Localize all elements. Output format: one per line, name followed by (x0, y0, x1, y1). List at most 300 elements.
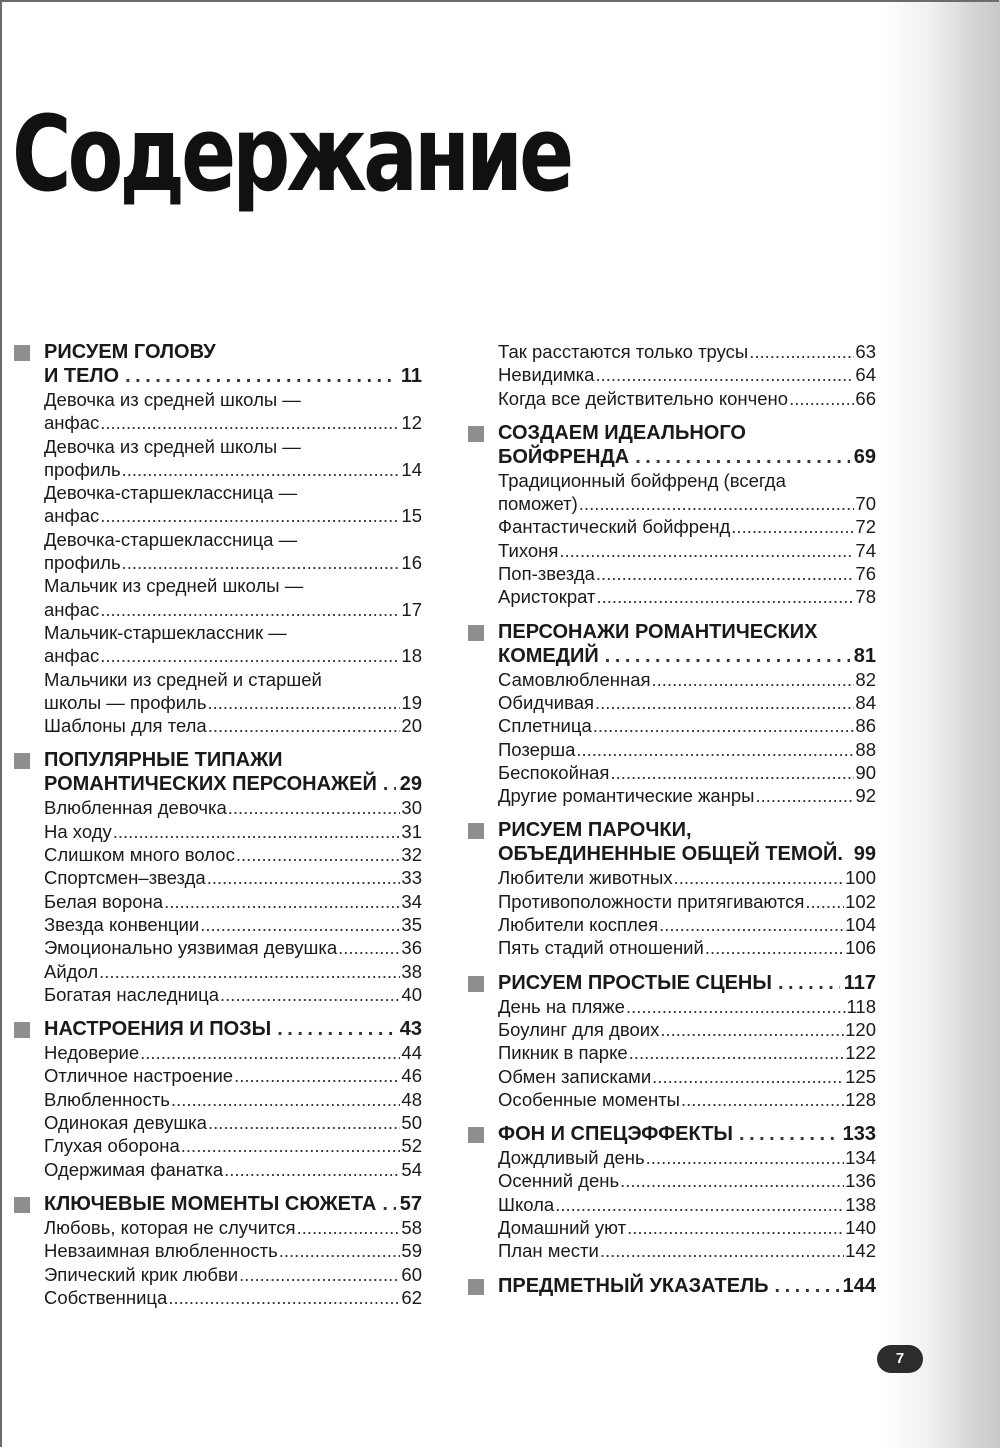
toc-entry-text: Девочка из средней школы — (44, 435, 301, 457)
toc-entry-line (498, 691, 876, 714)
section-page-number: 29 (399, 773, 422, 796)
toc-entry-page-number: 74 (855, 539, 876, 561)
section-heading-text: БОЙФРЕНДА (498, 445, 630, 468)
toc-entry-page-number: 32 (401, 844, 422, 866)
toc-entry-page-number: 118 (846, 995, 876, 1017)
toc-entry-line (44, 820, 422, 843)
toc-entry-page-number: 38 (401, 960, 422, 982)
toc-entry-page-number: 70 (855, 493, 876, 515)
toc-entry-text: Любители косплея (498, 914, 659, 936)
section-heading[interactable] (468, 971, 876, 995)
section-heading-line (498, 445, 876, 469)
section-heading-line (498, 818, 876, 842)
toc-entry-text: Пять стадий отношений (498, 937, 704, 959)
toc-entry[interactable] (468, 1146, 876, 1169)
toc-entry[interactable] (14, 843, 422, 866)
section-heading-line (498, 421, 876, 445)
toc-entry[interactable] (468, 714, 876, 737)
dot-leader (775, 1274, 839, 1298)
dot-leader (778, 971, 840, 995)
toc-entry-page-number: 16 (401, 552, 422, 574)
section-heading[interactable] (14, 1192, 422, 1216)
section-heading-line (498, 644, 876, 668)
dot-leader (605, 644, 850, 668)
toc-entry[interactable] (468, 1065, 876, 1088)
toc-entry-line (498, 1193, 876, 1216)
toc-entry[interactable] (14, 983, 422, 1006)
toc-entry-page-number: 19 (401, 691, 422, 713)
toc-entry-line (44, 668, 422, 691)
section-heading-text: РИСУЕМ ПРОСТЫЕ СЦЕНЫ (498, 971, 772, 994)
dot-leader (627, 1216, 844, 1239)
section-heading-line (44, 1017, 422, 1041)
toc-entry[interactable] (14, 890, 422, 913)
toc-entry-line (498, 1216, 876, 1239)
toc-entry[interactable] (468, 995, 876, 1018)
toc-entry-line (44, 1286, 422, 1309)
section-heading[interactable] (14, 748, 422, 796)
dot-leader (234, 1064, 400, 1087)
section-heading-text: ПРЕДМЕТНЫЙ УКАЗАТЕЛЬ (498, 1274, 769, 1297)
toc-entry-text: Одинокая девушка (44, 1112, 207, 1134)
toc-entry-text: На ходу (44, 820, 112, 842)
dot-leader (626, 995, 846, 1018)
toc-entry-text: Дождливый день (498, 1147, 645, 1169)
dot-leader (600, 1239, 844, 1262)
toc-entry-text: Айдол (44, 960, 99, 982)
toc-entry[interactable] (14, 1216, 422, 1239)
toc-entry-text: Девочка-старшеклассница — (44, 482, 298, 504)
toc-entry-text: Так расстаются только трусы (498, 341, 749, 362)
section-heading-text: РОМАНТИЧЕСКИХ ПЕРСОНАЖЕЙ (44, 773, 377, 796)
toc-entry-line (498, 1088, 876, 1111)
toc-entry-text: Отличное настроение (44, 1065, 234, 1087)
toc-entry-line (44, 1111, 422, 1134)
dot-leader (659, 913, 844, 936)
toc-section (468, 1274, 876, 1298)
dot-leader (596, 562, 855, 585)
toc-entry-text: Спортсмен–звезда (44, 867, 206, 889)
dot-leader (674, 866, 845, 889)
dot-leader (579, 492, 855, 515)
section-page-number: 57 (399, 1192, 422, 1215)
section-heading-text: КЛЮЧЕВЫЕ МОМЕНТЫ СЮЖЕТА (44, 1192, 377, 1215)
toc-section (14, 340, 422, 737)
section-page-number: 117 (843, 971, 876, 994)
toc-entry[interactable] (468, 340, 876, 363)
toc-entry-text: Одержимая фанатка (44, 1158, 224, 1180)
dot-leader (100, 411, 400, 434)
toc-entry-line (498, 738, 876, 761)
toc-entry-text: Когда все действительно кончено (498, 387, 789, 409)
toc-entry-text: профиль (44, 552, 121, 574)
dot-leader (731, 515, 854, 538)
toc-entry-line (44, 936, 422, 959)
toc-entry-text: Белая ворона (44, 890, 164, 912)
section-heading[interactable] (468, 818, 876, 866)
toc-entry-line (498, 1146, 876, 1169)
toc-entry-text: Поп-звезда (498, 563, 595, 585)
toc-entry-text: анфас (44, 645, 100, 667)
toc-entry-line (44, 1263, 422, 1286)
toc-entry[interactable] (468, 562, 876, 585)
toc-entry-line (498, 562, 876, 585)
toc-entry-line (44, 551, 422, 574)
toc-entry-line (44, 1088, 422, 1111)
toc-entry[interactable] (14, 668, 422, 715)
dot-leader (100, 644, 400, 667)
section-heading-text: КОМЕДИЙ (498, 644, 599, 667)
dot-leader (207, 866, 401, 889)
toc-entry[interactable] (468, 387, 876, 410)
toc-entry-text: Эмоционально уязвимая девушка (44, 937, 338, 959)
toc-entry-line (44, 528, 422, 551)
toc-entry-line (498, 363, 876, 386)
toc-entry[interactable] (468, 1169, 876, 1192)
toc-entry-text: Противоположности притягиваются (498, 890, 805, 912)
toc-entry-line (44, 574, 422, 597)
toc-entry[interactable] (14, 714, 422, 737)
toc-entry-page-number: 58 (401, 1216, 422, 1238)
section-heading-text: РИСУЕМ ПАРОЧКИ, (498, 819, 692, 842)
dot-leader (635, 445, 850, 469)
toc-entry[interactable] (14, 574, 422, 621)
toc-entry-text: Эпический крик любви (44, 1263, 239, 1285)
toc-entry-text: Домашний уют (498, 1217, 627, 1239)
toc-entry-text: Мальчики из средней и старшей (44, 668, 322, 690)
dot-leader (168, 1286, 400, 1309)
section-heading-text: РИСУЕМ ГОЛОВУ (44, 341, 216, 363)
toc-entry-page-number: 92 (855, 785, 876, 807)
toc-entry-line (498, 761, 876, 784)
section-heading-line (498, 842, 876, 866)
page-title: Содержание (12, 93, 571, 215)
toc-entry[interactable] (468, 890, 876, 913)
dot-leader (236, 843, 401, 866)
toc-entry-text: Девочка из средней школы — (44, 389, 301, 410)
toc-entry-page-number: 20 (401, 715, 422, 737)
section-page-number: 69 (853, 445, 876, 468)
dot-leader (620, 1169, 844, 1192)
dot-leader (705, 936, 844, 959)
toc-entry-text: Сплетница (498, 715, 592, 737)
dot-leader (681, 1088, 844, 1111)
toc-entry[interactable] (468, 469, 876, 516)
toc-entry-text: Любители животных (498, 867, 673, 889)
toc-entry[interactable] (14, 820, 422, 843)
dot-leader (595, 691, 854, 714)
square-bullet-icon (14, 1022, 30, 1038)
toc-entry-line (44, 644, 422, 667)
dot-leader (140, 1041, 400, 1064)
toc-entry-page-number: 35 (401, 913, 422, 935)
dot-leader (849, 842, 850, 866)
dot-leader (576, 738, 854, 761)
toc-entry-text: Шаблоны для тела (44, 715, 207, 737)
toc-entry-line (44, 714, 422, 737)
toc-entry-page-number: 86 (855, 715, 876, 737)
toc-entry[interactable] (14, 960, 422, 983)
toc-entry-line (44, 504, 422, 527)
toc-entry-line (498, 668, 876, 691)
toc-entry[interactable] (14, 388, 422, 435)
toc-entry[interactable] (468, 1239, 876, 1262)
toc-entry-line (44, 691, 422, 714)
toc-entry-line (498, 913, 876, 936)
toc-entry[interactable] (468, 1193, 876, 1216)
toc-entry-line (498, 1065, 876, 1088)
section-heading[interactable] (468, 620, 876, 668)
dot-leader (383, 772, 396, 796)
toc-entry-text: анфас (44, 505, 100, 527)
toc-section (468, 421, 876, 609)
section-heading[interactable] (468, 1274, 876, 1298)
toc-entry-page-number: 142 (845, 1240, 876, 1262)
toc-entry-page-number: 66 (855, 387, 876, 409)
toc-entry[interactable] (468, 784, 876, 807)
toc-entry-page-number: 78 (855, 586, 876, 608)
toc-entry-page-number: 12 (401, 412, 422, 434)
toc-entry-line (498, 1239, 876, 1262)
toc-entry[interactable] (468, 515, 876, 538)
toc-entry[interactable] (468, 1088, 876, 1111)
toc-entry-line (44, 1216, 422, 1239)
toc-entry-text: Осенний день (498, 1170, 620, 1192)
toc-section (468, 340, 876, 410)
toc-entry[interactable] (14, 1134, 422, 1157)
toc-entry-page-number: 36 (401, 937, 422, 959)
dot-leader (164, 890, 400, 913)
dot-leader (593, 714, 855, 737)
toc-entry-text: Звезда конвенции (44, 913, 200, 935)
toc-entry-page-number: 15 (401, 505, 422, 527)
toc-section (468, 1122, 876, 1262)
toc-entry-page-number: 106 (845, 937, 876, 959)
section-heading-line (44, 772, 422, 796)
dot-leader (660, 1018, 844, 1041)
section-heading-text: ПЕРСОНАЖИ РОМАНТИЧЕСКИХ (498, 620, 818, 643)
toc-entry[interactable] (14, 528, 422, 575)
toc-entry[interactable] (468, 539, 876, 562)
toc-entry-page-number: 140 (845, 1217, 876, 1239)
section-heading-line (498, 971, 876, 995)
toc-entry-line (44, 598, 422, 621)
dot-leader (277, 1017, 396, 1041)
dot-leader (555, 1193, 844, 1216)
toc-entry[interactable] (14, 1263, 422, 1286)
toc-entry-text: Собственница (44, 1286, 168, 1308)
toc-entry-text: Мальчик-старшеклассник — (44, 621, 287, 643)
toc-entry-line (498, 387, 876, 410)
square-bullet-icon (468, 1279, 484, 1295)
toc-entry[interactable] (468, 585, 876, 608)
toc-entry-line (498, 340, 876, 363)
toc-entry-page-number: 64 (855, 364, 876, 386)
toc-entry[interactable] (468, 866, 876, 889)
toc-entry[interactable] (468, 1018, 876, 1041)
toc-entry[interactable] (468, 1041, 876, 1064)
square-bullet-icon (468, 976, 484, 992)
section-heading-text: ОБЪЕДИНЕННЫЕ ОБЩЕЙ ТЕМОЙ. (498, 843, 843, 866)
toc-entry[interactable] (14, 1158, 422, 1181)
toc-entry[interactable] (468, 761, 876, 784)
toc-entry-page-number: 90 (855, 761, 876, 783)
toc-entry-page-number: 48 (401, 1088, 422, 1110)
toc-entry-line (498, 995, 876, 1018)
toc-entry[interactable] (468, 691, 876, 714)
dot-leader (629, 1041, 844, 1064)
toc-entry[interactable] (14, 913, 422, 936)
dot-leader (652, 668, 855, 691)
toc-entry-text: Слишком много волос (44, 844, 235, 866)
toc-entry-page-number: 34 (401, 890, 422, 912)
toc-entry-text: школы — профиль (44, 691, 207, 713)
toc-entry-line (44, 960, 422, 983)
toc-entry-line (498, 1169, 876, 1192)
toc-entry[interactable] (14, 1088, 422, 1111)
toc-entry-page-number: 14 (401, 458, 422, 480)
dot-leader (739, 1122, 839, 1146)
section-heading[interactable] (14, 340, 422, 388)
toc-section (468, 818, 876, 959)
toc-entry-page-number: 104 (845, 914, 876, 936)
toc-entry[interactable] (14, 481, 422, 528)
dot-leader (122, 458, 401, 481)
dot-leader (171, 1088, 400, 1111)
toc-entry-page-number: 138 (845, 1193, 876, 1215)
section-heading-line (44, 748, 422, 772)
toc-entry-text: Боулинг для двоих (498, 1018, 660, 1040)
square-bullet-icon (468, 625, 484, 641)
dot-leader (610, 761, 854, 784)
toc-entry[interactable] (14, 621, 422, 668)
toc-entry[interactable] (468, 913, 876, 936)
toc-entry-text: Влюбленность (44, 1088, 170, 1110)
section-heading[interactable] (468, 421, 876, 469)
section-heading-line (44, 340, 422, 364)
toc-entry-text: Пикник в парке (498, 1042, 628, 1064)
dot-leader (755, 784, 854, 807)
toc-entry[interactable] (14, 1064, 422, 1087)
section-heading-text: ПОПУЛЯРНЫЕ ТИПАЖИ (44, 749, 283, 772)
dot-leader (220, 983, 400, 1006)
toc-entry[interactable] (14, 796, 422, 819)
dot-leader (652, 1065, 844, 1088)
toc-entry-page-number: 128 (845, 1088, 876, 1110)
toc-entry[interactable] (14, 1286, 422, 1309)
toc-entry-page-number: 17 (401, 598, 422, 620)
dot-leader (100, 598, 400, 621)
dot-leader (279, 1239, 401, 1262)
toc-entry-text: Традиционный бойфренд (всегда (498, 469, 786, 491)
dot-leader (297, 1216, 401, 1239)
toc-entry[interactable] (468, 363, 876, 386)
toc-section (14, 1192, 422, 1309)
toc-entry-text: Другие романтические жанры (498, 785, 755, 807)
dot-leader (200, 913, 400, 936)
toc-entry-line (498, 492, 876, 515)
toc-entry-page-number: 102 (845, 890, 876, 912)
toc-entry-page-number: 33 (401, 867, 422, 889)
dot-leader (597, 585, 855, 608)
toc-entry-line (44, 388, 422, 411)
toc-entry-text: профиль (44, 458, 121, 480)
toc-entry-line (44, 621, 422, 644)
toc-entry[interactable] (14, 936, 422, 959)
toc-entry-text: анфас (44, 412, 100, 434)
dot-leader (100, 504, 400, 527)
toc-entry-text: Обмен записками (498, 1065, 652, 1087)
toc-entry-page-number: 100 (845, 867, 876, 889)
toc-entry-page-number: 40 (401, 983, 422, 1005)
toc-entry[interactable] (14, 1041, 422, 1064)
toc-entry-line (44, 1158, 422, 1181)
toc-section (468, 971, 876, 1111)
toc-entry-text: Мальчик из средней школы — (44, 575, 304, 597)
toc-entry-page-number: 44 (401, 1042, 422, 1064)
toc-entry[interactable] (14, 435, 422, 482)
toc-entry-line (498, 585, 876, 608)
toc-entry-page-number: 76 (855, 563, 876, 585)
toc-entry-page-number: 52 (401, 1135, 422, 1157)
toc-entry-text: Позерша (498, 738, 576, 760)
toc-entry[interactable] (468, 936, 876, 959)
toc-entry-text: Фантастический бойфренд (498, 516, 731, 538)
dot-leader (207, 691, 400, 714)
dot-leader (181, 1134, 401, 1157)
toc-entry-page-number: 62 (401, 1286, 422, 1308)
toc-entry[interactable] (468, 668, 876, 691)
dot-leader (228, 796, 401, 819)
toc-entry-page-number: 122 (845, 1042, 876, 1064)
toc-entry-page-number: 82 (855, 668, 876, 690)
dot-leader (224, 1158, 400, 1181)
toc-entry-line (498, 469, 876, 492)
toc-entry-line (498, 784, 876, 807)
toc-entry-line (44, 458, 422, 481)
toc-entry-line (44, 411, 422, 434)
section-heading-line (498, 620, 876, 644)
toc-entry-page-number: 60 (401, 1263, 422, 1285)
toc-entry-page-number: 30 (401, 797, 422, 819)
toc-entry[interactable] (14, 866, 422, 889)
toc-entry[interactable] (14, 1239, 422, 1262)
page-number-badge: 7 (877, 1345, 923, 1373)
toc-entry-line (44, 1064, 422, 1087)
toc-entry-page-number: 54 (401, 1158, 422, 1180)
toc-entry-page-number: 72 (855, 516, 876, 538)
section-heading[interactable] (468, 1122, 876, 1146)
toc-entry[interactable] (468, 738, 876, 761)
toc-entry-line (44, 913, 422, 936)
toc-entry-text: поможет) (498, 493, 578, 515)
toc-right-column (468, 340, 876, 1309)
toc-entry-line (44, 843, 422, 866)
dot-leader (99, 960, 400, 983)
section-page-number: 11 (400, 365, 422, 387)
toc-entry[interactable] (14, 1111, 422, 1134)
toc-entry-text: Самовлюбленная (498, 668, 651, 690)
dot-leader (122, 551, 401, 574)
toc-entry-line (44, 890, 422, 913)
section-heading[interactable] (14, 1017, 422, 1041)
toc-entry-text: Невидимка (498, 364, 595, 386)
toc-entry-line (44, 481, 422, 504)
toc-entry-line (44, 435, 422, 458)
square-bullet-icon (468, 823, 484, 839)
toc-entry-line (498, 936, 876, 959)
toc-entry[interactable] (468, 1216, 876, 1239)
